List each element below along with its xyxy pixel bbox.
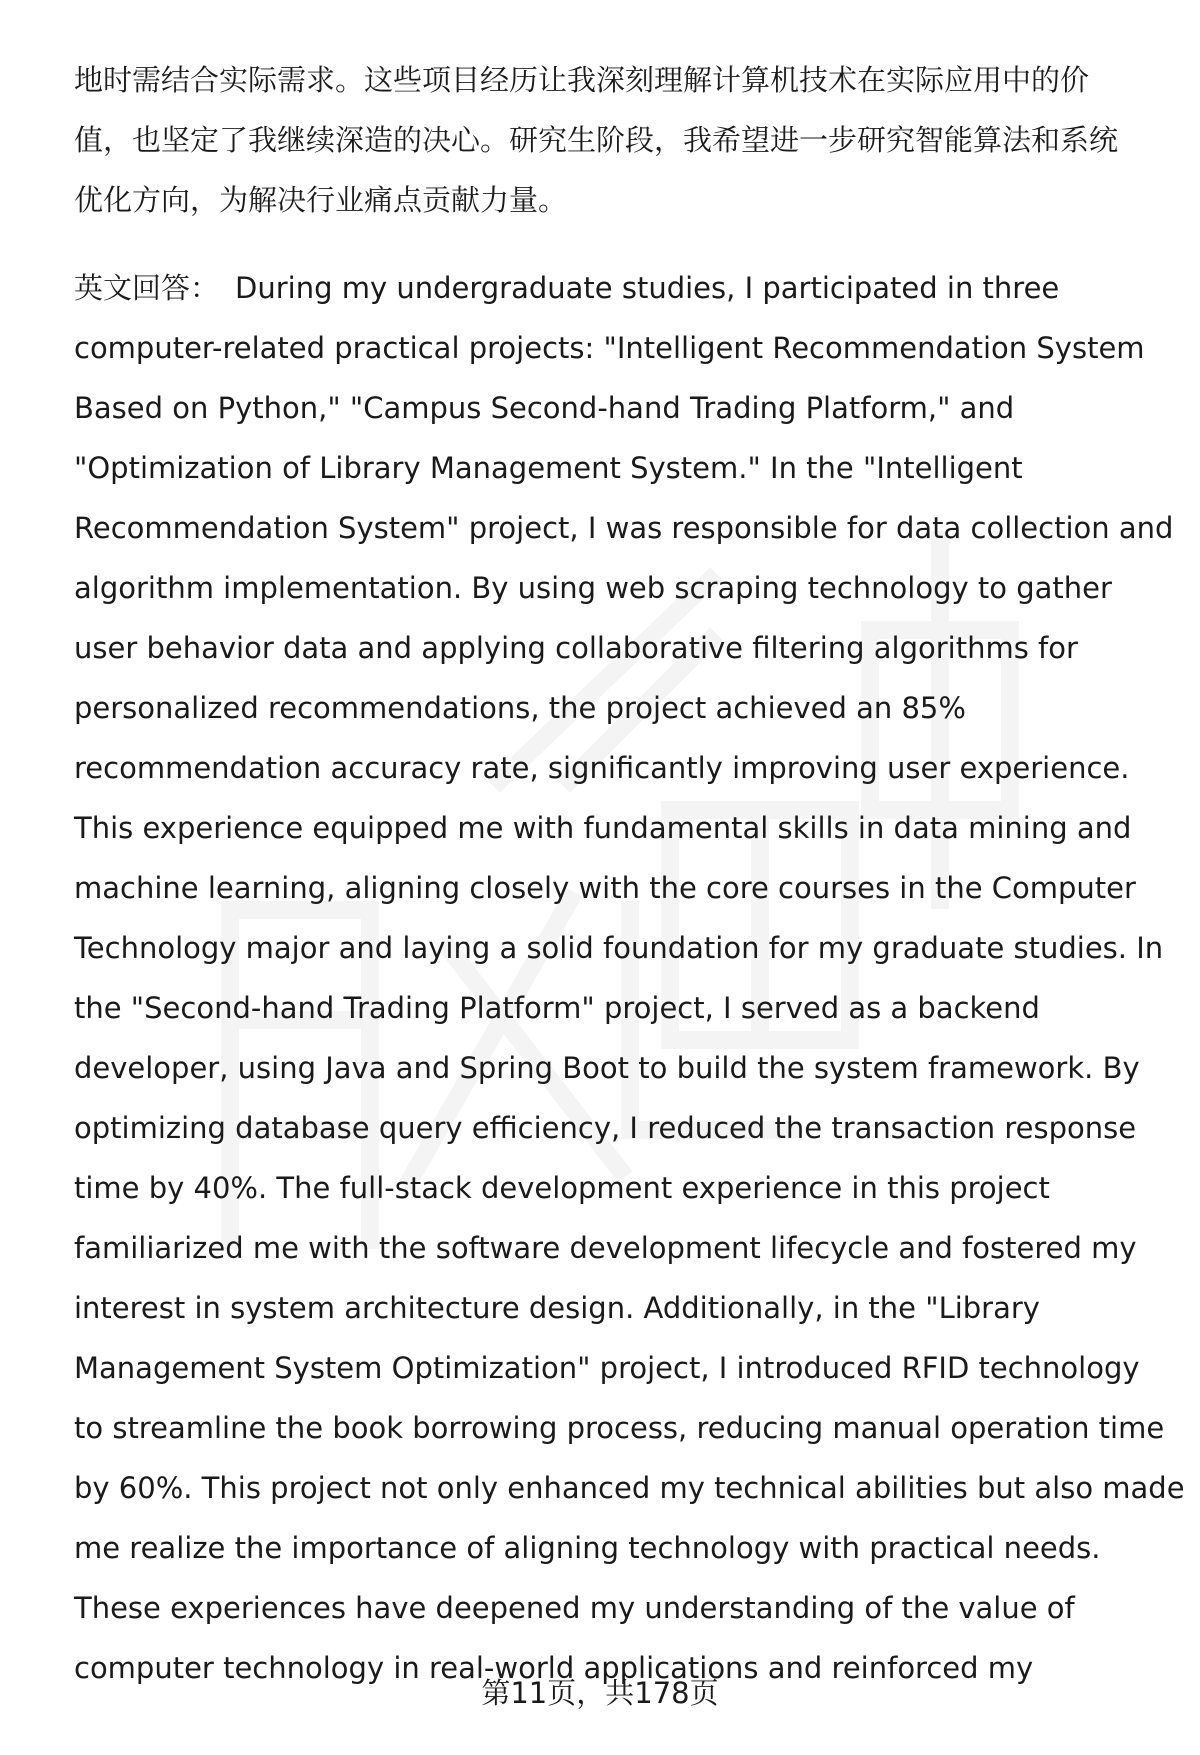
english-line: machine learning, aligning closely with the core courses in the Computer (74, 871, 1136, 905)
english-line: computer-related practical projects: "Intelligent Recommendation System (74, 331, 1145, 365)
english-line: to streamline the book borrowing process, reducing manual operation time (74, 1411, 1165, 1445)
english-line: Management System Optimization" project, I introduced RFID technology (74, 1351, 1140, 1385)
english-line: user behavior data and applying collaborative filtering algorithms for (74, 631, 1078, 665)
english-line: by 60%. This project not only enhanced my technical abilities but also made (74, 1471, 1185, 1505)
english-line: These experiences have deepened my understanding of the value of (74, 1591, 1075, 1625)
english-line: Based on Python," "Campus Second-hand Trading Platform," and (74, 391, 1015, 425)
english-line: developer, using Java and Spring Boot to build the system framework. By (74, 1051, 1140, 1085)
english-line: the "Second-hand Trading Platform" project, I served as a backend (74, 991, 1040, 1025)
english-line: optimizing database query efficiency, I reduced the transaction response (74, 1111, 1137, 1145)
english-line: computer technology in real-world applications and reinforced my (74, 1651, 1034, 1685)
english-line: familiarized me with the software development lifecycle and fostered my (74, 1231, 1137, 1265)
chinese-line: 值，也坚定了我继续深造的决心。研究生阶段，我希望进一步研究智能算法和系统 (74, 123, 1119, 157)
english-line-first (74, 258, 1154, 318)
english-line: me realize the importance of aligning technology with practical needs. (74, 1531, 1101, 1565)
english-line: time by 40%. The full-stack development experience in this project (74, 1171, 1050, 1205)
english-line: Recommendation System" project, I was responsible for data collection and (74, 511, 1174, 545)
english-line: personalized recommendations, the project achieved an 85% (74, 691, 966, 725)
english-line: During my undergraduate studies, I participated in three (235, 271, 1060, 305)
page-number-footer: 第11页，共178页 (481, 1676, 719, 1710)
english-line: recommendation accuracy rate, significantly improving user experience. (74, 751, 1130, 785)
english-line: interest in system architecture design. Additionally, in the "Library (74, 1291, 1040, 1325)
chinese-line: 地时需结合实际需求。这些项目经历让我深刻理解计算机技术在实际应用中的价 (74, 63, 1090, 97)
english-line: "Optimization of Library Management System." In the "Intelligent (74, 451, 1023, 485)
english-line: Technology major and laying a solid foundation for my graduate studies. In (74, 931, 1164, 965)
english-answer (74, 258, 1185, 1698)
english-line: algorithm implementation. By using web scraping technology to gather (74, 571, 1112, 605)
english-answer-label: 英文回答： (74, 271, 220, 305)
chinese-line: 优化方向，为解决行业痛点贡献力量。 (74, 183, 568, 217)
english-line: This experience equipped me with fundamental skills in data mining and (74, 811, 1132, 845)
chinese-answer-tail (74, 50, 1154, 230)
